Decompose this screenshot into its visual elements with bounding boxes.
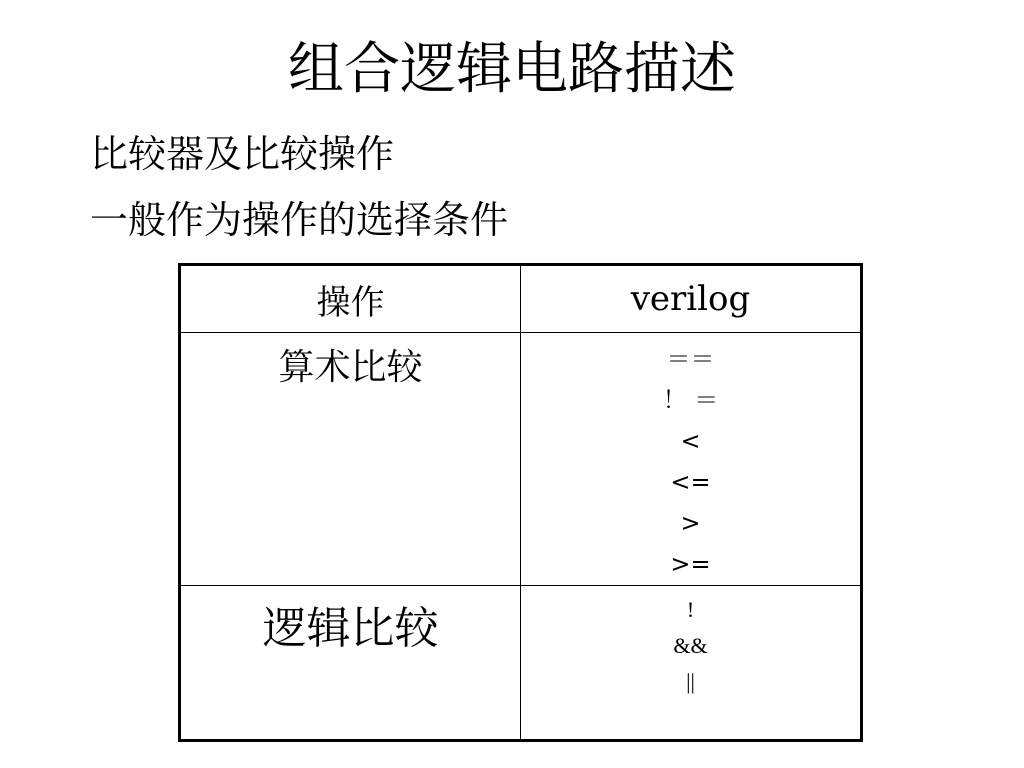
operator-logical-and: && (673, 633, 708, 658)
category-logical-compare: 逻辑比较 (180, 586, 521, 741)
operator-equal: ＝＝ (666, 345, 715, 373)
table-row-arithmetic (180, 333, 862, 586)
operator-less-than: < (680, 427, 701, 455)
table-row-logical (180, 586, 862, 741)
operator-logical-or: || (686, 669, 695, 694)
operator-logical-not: ! (686, 597, 695, 622)
category-arithmetic-compare: 算术比较 (180, 333, 521, 586)
operator-table (178, 263, 863, 742)
header-operation: 操作 (180, 265, 521, 333)
operator-greater-equal: >= (670, 550, 711, 578)
operator-not-equal: ！ ＝ (662, 386, 719, 414)
operator-less-equal: <= (670, 468, 711, 496)
slide-title: 组合逻辑电路描述 (288, 37, 736, 102)
bullet-line-selection-condition: 一般作为操作的选择条件 (90, 198, 509, 242)
operator-greater-than: > (680, 509, 701, 537)
symbols-cell-arithmetic (521, 333, 862, 586)
bullet-line-comparator: 比较器及比较操作 (90, 132, 395, 176)
table-header-row (180, 265, 862, 333)
header-verilog: verilog (521, 265, 862, 333)
symbols-cell-logical (521, 586, 862, 741)
